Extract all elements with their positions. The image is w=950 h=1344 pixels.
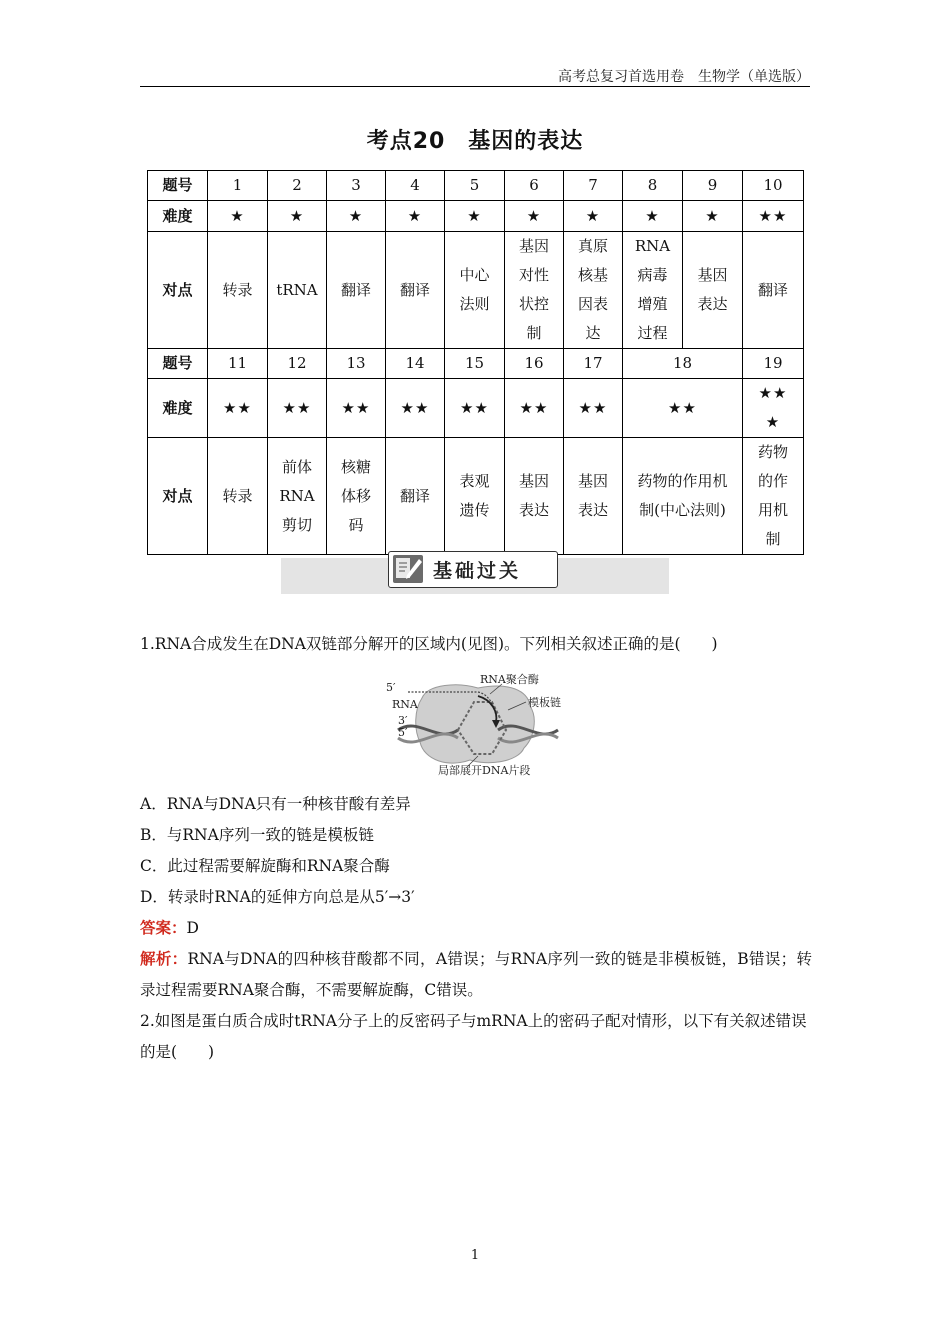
cell-line: 翻译 [757,280,788,299]
topic-cell [623,232,683,349]
cell-line: 码 [348,515,364,534]
header-rule [140,86,810,87]
question-number-cell: 1 [208,171,268,201]
topic-cell [386,232,445,349]
cell-line: 增殖 [637,295,668,313]
question-number-cell: 14 [386,349,445,379]
table-row-topics-1 [148,232,804,349]
answer-value: D [186,919,199,937]
topic-cell [505,232,564,349]
cell-line: 中心 [459,266,490,284]
cell-line: 体移 [340,486,371,505]
cell-line: 表观 [459,472,490,490]
cell-line: 前体 [281,457,312,476]
difficulty-cell [743,379,804,438]
topic-cell [623,438,743,555]
topic-cell [505,438,564,555]
cell-line: 核糖 [340,457,371,476]
cell-line: 表达 [577,501,608,519]
topic-cell [386,438,445,555]
question-number-cell: 18 [623,349,743,379]
pencil-icon [393,555,423,583]
question-number-cell: 3 [327,171,386,201]
cell-line: 表达 [697,295,728,313]
cell-line: 制 [526,324,542,342]
question-number-cell: 6 [505,171,564,201]
question-number-cell: 13 [327,349,386,379]
row-header: 难度 [148,201,208,232]
question-number-cell: 17 [564,349,623,379]
topic-cell [564,232,623,349]
table-row-difficulty-1 [148,201,804,232]
difficulty-cell: ★★ [743,201,804,232]
cell-line: 核基 [577,266,608,284]
difficulty-cell: ★★ [623,379,743,438]
topic-cell [327,232,386,349]
cell-line: 基因 [518,472,549,490]
table-row-difficulty-2 [148,379,804,438]
cell-line: 基因 [577,472,608,490]
figure-caption: 局部展开DNA片段 [438,764,531,776]
row-header: 题号 [148,171,208,201]
difficulty-cell: ★★ [445,379,505,438]
cell-line: 法则 [459,295,490,313]
analysis-label: 解析： [140,950,188,968]
difficulty-cell: ★★ [327,379,386,438]
analysis-text: RNA与DNA的四种核苷酸都不同，A错误；与RNA序列一致的链是非模板链，B错误；转录过程需要RNA聚合酶，不需要解旋酶，C错误。 [140,950,812,999]
cell-line: 制 [765,530,781,548]
difficulty-cell: ★ [683,201,743,232]
row-header: 对点 [148,438,208,555]
difficulty-table [147,170,804,555]
table-row-numbers-2 [148,349,804,379]
cell-line: 病毒 [637,266,668,284]
topic-cell [743,438,804,555]
question-2-stem: 2.如图是蛋白质合成时tRNA分子上的反密码子与mRNA上的密码子配对情形，以下有关叙述错误的是( ) [140,1012,807,1061]
cell-line: 翻译 [340,280,371,299]
cell-line: 的作 [757,472,788,490]
row-header: 对点 [148,232,208,349]
section-title: 基础过关 [433,560,522,582]
difficulty-cell: ★ [623,201,683,232]
row-header: 难度 [148,379,208,438]
answer-label: 答案： [140,919,187,937]
topic-cell [208,232,268,349]
cell-line: 表达 [518,501,549,519]
cell-line: 翻译 [399,486,430,505]
difficulty-cell: ★★ [208,379,268,438]
question-number-cell: 9 [683,171,743,201]
question-1-stem: 1.RNA合成发生在DNA双链部分解开的区域内(见图)。下列相关叙述正确的是( ) [140,635,718,653]
cell-line: 达 [585,324,601,342]
difficulty-cell: ★ [505,201,564,232]
difficulty-cell: ★ [445,201,505,232]
section-banner [388,551,558,588]
cell-line: 过程 [637,324,668,342]
topic-cell [445,232,505,349]
cell-line: 药物 [757,443,788,461]
figure-label-5prime-bottom: 5′ [398,726,408,739]
cell-line: 用机 [757,501,788,519]
figure-label-5prime-top: 5′ [386,681,396,694]
cell-line: ★★ [758,384,788,402]
cell-line: 翻译 [399,280,430,299]
table-row-topics-2 [148,438,804,555]
option-c: C．此过程需要解旋酶和RNA聚合酶 [140,857,390,875]
cell-line: RNA [279,486,315,505]
topic-cell [564,438,623,555]
difficulty-cell: ★ [564,201,623,232]
cell-line: 基因 [518,237,549,255]
question-number-cell: 10 [743,171,804,201]
difficulty-cell: ★ [327,201,386,232]
transcription-figure [378,668,578,776]
analysis-paragraph [140,944,812,1006]
table-row-numbers-1 [148,171,804,201]
cell-line: 转录 [222,280,253,299]
figure-label-3prime: 3′ [398,714,408,727]
option-b: B．与RNA序列一致的链是模板链 [140,826,374,844]
difficulty-cell: ★ [386,201,445,232]
cell-line: tRNA [276,280,318,299]
answer-line [140,913,812,944]
topic-cell [743,232,804,349]
figure-label-template: 模板链 [528,696,561,709]
difficulty-cell: ★★ [268,379,327,438]
row-header: 题号 [148,349,208,379]
question-number-cell: 15 [445,349,505,379]
question-number-cell: 4 [386,171,445,201]
cell-line: 转录 [222,486,253,505]
cell-line: ★ [765,413,781,431]
topic-cell [268,232,327,349]
cell-line: 对性 [518,266,549,284]
cell-line: 状控 [518,295,549,313]
question-number-cell: 7 [564,171,623,201]
cell-line: 制(中心法则) [639,501,726,519]
difficulty-cell: ★★ [386,379,445,438]
topic-cell [208,438,268,555]
figure-label-rna: RNA [392,698,418,711]
question-number-cell: 5 [445,171,505,201]
figure-label-rna-polymerase: RNA聚合酶 [480,673,539,686]
difficulty-cell: ★★ [564,379,623,438]
running-header: 高考总复习首选用卷 生物学（单选版） [558,69,810,85]
difficulty-cell: ★ [208,201,268,232]
question-number-cell: 16 [505,349,564,379]
topic-cell [683,232,743,349]
page-number: 1 [470,1248,480,1263]
cell-line: 遗传 [459,501,490,519]
cell-line: 因表 [577,295,608,313]
cell-line: 真原 [577,237,608,255]
cell-line: 剪切 [281,515,312,534]
question-number-cell: 11 [208,349,268,379]
option-a: A．RNA与DNA只有一种核苷酸有差异 [140,795,411,813]
option-d: D．转录时RNA的延伸方向总是从5′→3′ [140,888,415,906]
question-number-cell: 12 [268,349,327,379]
topic-cell [327,438,386,555]
topic-cell [268,438,327,555]
difficulty-cell: ★ [268,201,327,232]
cell-line: 基因 [697,266,728,284]
topic-cell [445,438,505,555]
page-title: 考点20 基因的表达 [366,129,584,154]
question-number-cell: 8 [623,171,683,201]
difficulty-cell: ★★ [505,379,564,438]
question-number-cell: 2 [268,171,327,201]
question-number-cell: 19 [743,349,804,379]
cell-line: 药物的作用机 [637,472,728,490]
cell-line: RNA [634,237,671,255]
